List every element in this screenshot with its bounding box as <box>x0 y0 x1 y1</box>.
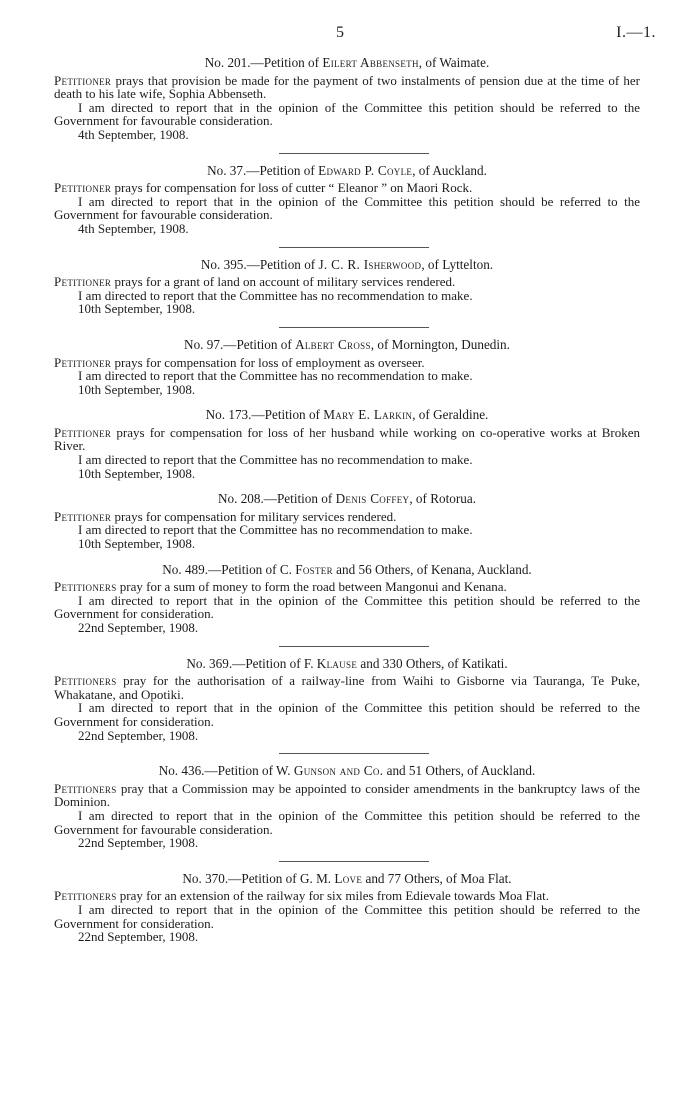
prayer-text: prays for compensation for loss of employment as overseer. <box>111 354 425 370</box>
petition-number: No. 489. <box>162 561 209 577</box>
committee-report: I am directed to report that in the opinion of the Committee this petition should be referred to the Government for favourable consideration. <box>54 807 640 837</box>
report-date: 4th September, 1908. <box>78 220 189 236</box>
heading-location: , of Lyttelton. <box>421 256 494 272</box>
prayer-text: prays for compensation for loss of her husband while working on co-operative works at Broken River. <box>54 424 640 454</box>
committee-report: I am directed to report that the Committee has no recommendation to make. <box>78 452 473 468</box>
petition-prayer <box>54 356 640 370</box>
petition-heading <box>54 764 640 778</box>
petition-number: No. 370. <box>182 870 229 886</box>
report-date: 10th September, 1908. <box>78 536 196 552</box>
petitioner-name: Klause <box>316 655 358 671</box>
petition-number: No. 208. <box>217 491 264 507</box>
petition-heading <box>54 56 640 70</box>
petition-number: No. 369. <box>186 655 233 671</box>
petitioner-name: Edward P. Coyle <box>318 162 413 178</box>
petitioner-label: Petitioners <box>54 888 117 904</box>
petitioner-label: Petitioner <box>54 180 112 196</box>
heading-location: , of Rotorua. <box>409 491 476 507</box>
committee-report: I am directed to report that in the opinion of the Committee this petition should be referred to the Government for favourable consideration. <box>54 99 640 129</box>
section-divider <box>279 247 429 248</box>
committee-report: I am directed to report that the Committee has no recommendation to make. <box>78 522 473 538</box>
petition-prayer <box>54 510 640 524</box>
heading-text: —Petition of <box>223 336 296 352</box>
petitioner-name: Albert Cross <box>295 336 371 352</box>
petition-prayer <box>54 275 640 289</box>
section-divider <box>279 646 429 647</box>
petitioner-label: Petitioner <box>54 72 112 88</box>
petitioner-label: Petitioner <box>54 424 112 440</box>
heading-text: —Petition of F. <box>232 655 317 671</box>
heading-text: —Petition of C. <box>208 561 296 577</box>
heading-text: —Petition of <box>246 162 319 178</box>
petition-entry <box>54 258 640 316</box>
petition-prayer <box>54 674 640 701</box>
committee-report: I am directed to report that in the opinion of the Committee this petition should be referred to the Government for favourable consideration. <box>54 193 640 223</box>
petition-entry <box>54 164 640 236</box>
report-date: 22nd September, 1908. <box>78 620 199 635</box>
petition-entry <box>54 408 640 480</box>
report-date: 10th September, 1908. <box>78 465 196 481</box>
petitioner-name: Mary E. Larkin <box>323 407 413 423</box>
petition-heading <box>54 563 640 577</box>
heading-location: , of Geraldine. <box>412 407 489 423</box>
prayer-text: pray for a sum of money to form the road between Mangonui and Kenana. <box>116 579 507 595</box>
page-number: 5 <box>336 24 344 41</box>
petition-heading <box>54 872 640 886</box>
heading-location: and 330 Others, of Katikati. <box>357 655 508 671</box>
petition-entry <box>54 764 640 850</box>
petition-number: No. 395. <box>200 256 247 272</box>
petition-number: No. 97. <box>184 336 224 352</box>
petition-heading <box>54 164 640 178</box>
report-date: 4th September, 1908. <box>78 126 189 142</box>
petition-entry <box>54 563 640 635</box>
report-date: 22nd September, 1908. <box>78 929 199 945</box>
petition-heading <box>54 408 640 422</box>
petition-heading <box>54 258 640 272</box>
section-divider <box>279 327 429 328</box>
heading-text: —Petition of <box>263 491 336 507</box>
petitioner-label: Petitioners <box>54 673 117 689</box>
petition-heading <box>54 338 640 352</box>
petition-number: No. 173. <box>205 407 252 423</box>
heading-text: —Petition of G. M. <box>228 870 335 886</box>
petitioner-name: Foster <box>295 561 333 577</box>
petitioner-label: Petitioner <box>54 274 112 290</box>
section-divider <box>279 153 429 154</box>
heading-text: —Petition of <box>251 407 324 423</box>
petition-prayer <box>54 889 640 903</box>
heading-location: , of Waimate. <box>418 55 490 70</box>
prayer-text: prays for compensation for loss of cutter “ Eleanor ” on Maori Rock. <box>111 180 473 196</box>
petition-entry <box>54 657 640 743</box>
petition-list <box>54 56 640 944</box>
prayer-text: prays for a grant of land on account of military services rendered. <box>111 274 456 290</box>
report-date: 22nd September, 1908. <box>78 835 199 851</box>
petitioner-label: Petitioner <box>54 354 112 370</box>
petition-number: No. 436. <box>158 763 205 779</box>
report-date: 10th September, 1908. <box>78 381 196 397</box>
section-divider <box>279 753 429 754</box>
petitioner-name: Eilert Abbenseth <box>322 55 419 70</box>
heading-text: —Petition of <box>250 55 323 70</box>
petition-entry <box>54 872 640 944</box>
petitioner-label: Petitioner <box>54 508 112 524</box>
petition-entry <box>54 56 640 142</box>
petition-heading <box>54 492 640 506</box>
petitioner-name: Love <box>334 870 363 886</box>
document-reference: I.—1. <box>616 24 656 41</box>
prayer-text: prays that provision be made for the payment of two instalments of pension due at the time of her death to his late wife, Sophia Abbenseth. <box>54 72 640 102</box>
petition-prayer <box>54 580 640 594</box>
heading-text: —Petition of W. <box>204 763 294 779</box>
prayer-text: prays for compensation for military services rendered. <box>111 508 397 524</box>
prayer-text: pray that a Commission may be appointed to consider amendments in the bankruptcy laws of the Dominion. <box>54 780 640 810</box>
petition-number: No. 201. <box>204 55 251 70</box>
report-date: 22nd September, 1908. <box>78 727 199 743</box>
petitioner-label: Petitioners <box>54 780 117 796</box>
heading-location: , of Mornington, Dunedin. <box>370 336 510 352</box>
petition-heading <box>54 657 640 671</box>
committee-report: I am directed to report that the Committee has no recommendation to make. <box>78 368 473 384</box>
report-date: 10th September, 1908. <box>78 301 196 317</box>
section-divider <box>279 861 429 862</box>
petitioner-name: Gunson and Co. <box>293 763 384 779</box>
petitioner-label: Petitioners <box>54 579 117 595</box>
heading-location: and 51 Others, of Auckland. <box>383 763 536 779</box>
prayer-text: pray for an extension of the railway for six miles from Edievale towards Moa Flat. <box>116 888 550 904</box>
petition-entry <box>54 492 640 550</box>
petition-prayer <box>54 426 640 453</box>
committee-report: I am directed to report that the Committee has no recommendation to make. <box>78 287 473 303</box>
petitioner-name: J. C. R. Isherwood <box>318 256 422 272</box>
petition-prayer <box>54 181 640 195</box>
petition-prayer <box>54 782 640 809</box>
petition-number: No. 37. <box>207 162 247 178</box>
heading-text: —Petition of <box>246 256 319 272</box>
petition-prayer <box>54 74 640 101</box>
prayer-text: pray for the authorisation of a railway-line from Waihi to Gisborne via Tauranga, Te Puke, Whakatane, and Opotiki. <box>54 673 640 702</box>
heading-location: and 77 Others, of Moa Flat. <box>362 870 512 886</box>
petition-entry <box>54 338 640 396</box>
heading-location: , of Auckland. <box>412 162 487 178</box>
heading-location: and 56 Others, of Kenana, Auckland. <box>332 561 532 577</box>
petitioner-name: Denis Coffey <box>335 491 410 507</box>
committee-report: I am directed to report that in the opinion of the Committee this petition should be referred to the Government for consideration. <box>54 901 640 931</box>
committee-report: I am directed to report that in the opinion of the Committee this petition should be referred to the Government for consideration. <box>54 592 640 622</box>
committee-report: I am directed to report that in the opinion of the Committee this petition should be referred to the Government for consideration. <box>54 700 640 729</box>
